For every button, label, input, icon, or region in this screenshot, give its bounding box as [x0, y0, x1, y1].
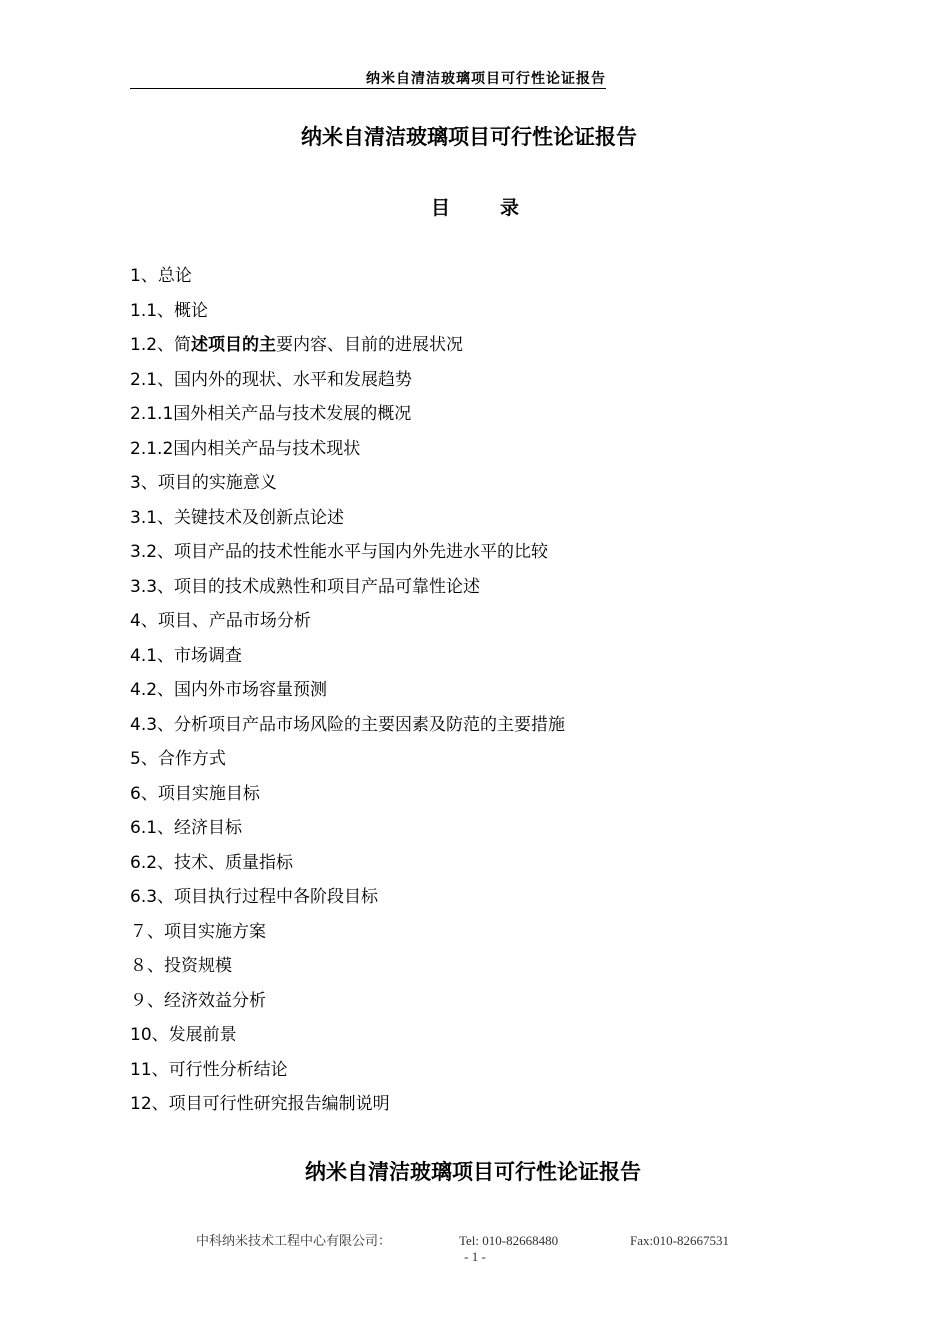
toc-item[interactable]: 3.1、关键技术及创新点论述: [130, 507, 345, 528]
table-of-contents: [130, 262, 565, 1125]
toc-heading: [0, 194, 950, 222]
toc-item[interactable]: 5、合作方式: [130, 749, 226, 769]
document-title: 纳米自清洁玻璃项目可行性论证报告: [301, 125, 637, 149]
toc-heading-char-2: 录: [500, 197, 520, 219]
toc-item[interactable]: 4.2、国内外市场容量预测: [130, 680, 328, 700]
toc-item[interactable]: ８、投资规模: [130, 956, 232, 976]
toc-item[interactable]: 11、可行性分析结论: [130, 1059, 288, 1080]
toc-item[interactable]: 10、发展前景: [130, 1025, 237, 1045]
section-title: 纳米自清洁玻璃项目可行性论证报告: [305, 1160, 641, 1184]
toc-item[interactable]: 6.3、项目执行过程中各阶段目标: [130, 887, 379, 907]
toc-item[interactable]: 2.1、国内外的现状、水平和发展趋势: [130, 369, 413, 390]
toc-item[interactable]: 4.3、分析项目产品市场风险的主要因素及防范的主要措施: [130, 714, 566, 735]
toc-item[interactable]: 6、项目实施目标: [130, 783, 260, 804]
page-number: - 1 -: [464, 1249, 486, 1264]
toc-item[interactable]: 6.2、技术、质量指标: [130, 852, 294, 873]
header-rule: [130, 88, 606, 89]
toc-item-bold: 述项目的主: [191, 335, 277, 355]
toc-item[interactable]: 12、项目可行性研究报告编制说明: [130, 1094, 390, 1114]
toc-item[interactable]: 6.1、经济目标: [130, 818, 243, 838]
toc-item[interactable]: ７、项目实施方案: [130, 921, 266, 942]
toc-heading-char-1: 目: [430, 197, 450, 219]
running-header: 纳米自清洁玻璃项目可行性论证报告: [366, 71, 606, 87]
toc-item[interactable]: 3、项目的实施意义: [130, 473, 277, 493]
toc-item[interactable]: 3.2、项目产品的技术性能水平与国内外先进水平的比较: [130, 542, 549, 562]
toc-item[interactable]: 4、项目、产品市场分析: [130, 611, 311, 631]
footer-tel: Tel: 010-82668480: [459, 1233, 559, 1248]
toc-item-prefix: 1.2、简: [130, 335, 192, 355]
toc-item[interactable]: 1、总论: [130, 266, 192, 286]
toc-item[interactable]: 3.3、项目的技术成熟性和项目产品可靠性论述: [130, 576, 481, 597]
footer-fax: Fax:010-82667531: [630, 1233, 729, 1248]
toc-item[interactable]: ９、经济效益分析: [130, 990, 266, 1011]
toc-item-suffix: 要内容、目前的进展状况: [276, 335, 464, 355]
toc-item[interactable]: [130, 331, 565, 366]
toc-item[interactable]: 4.1、市场调查: [130, 645, 243, 666]
toc-item[interactable]: 1.1、概论: [130, 300, 209, 321]
toc-item[interactable]: 2.1.1国外相关产品与技术发展的概况: [130, 404, 412, 424]
footer-company: 中科纳米技术工程中心有限公司：: [196, 1233, 392, 1248]
toc-item[interactable]: 2.1.2国内相关产品与技术现状: [130, 438, 361, 459]
